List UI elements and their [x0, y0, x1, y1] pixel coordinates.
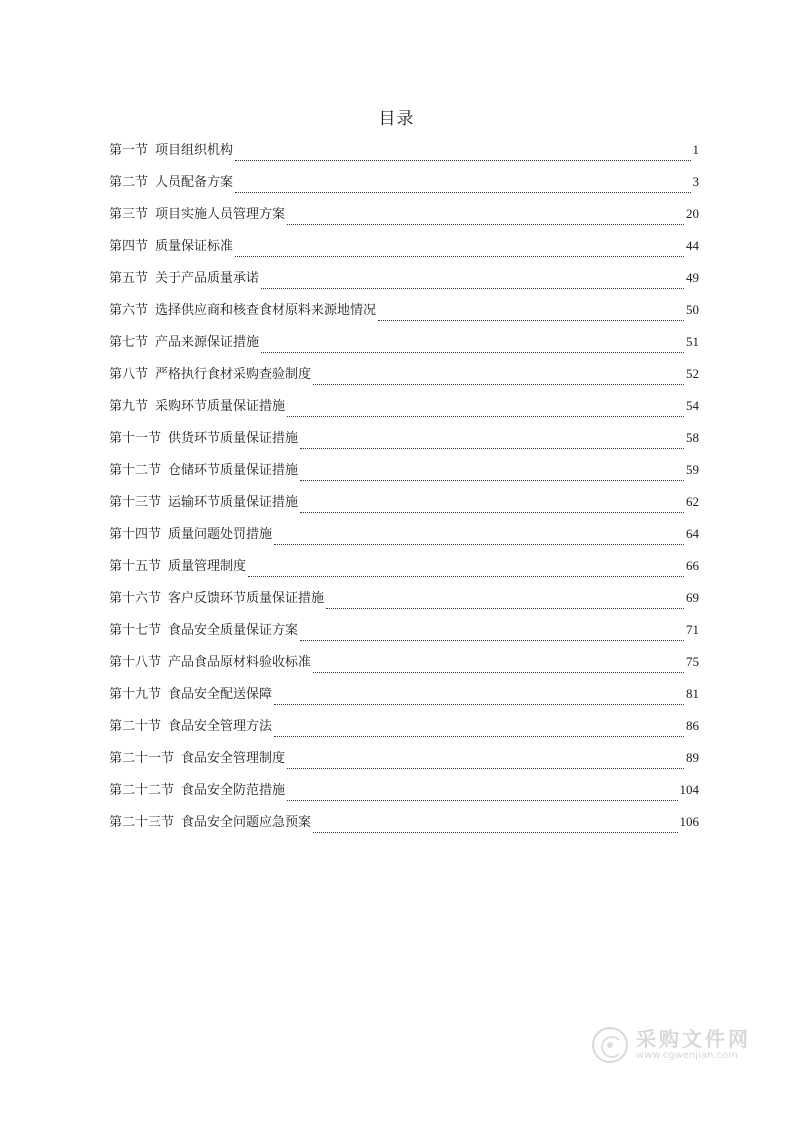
toc-entry-page-number: 71	[686, 622, 699, 637]
toc-entry-page-number: 3	[692, 174, 699, 189]
toc-dot-leader	[313, 831, 677, 833]
toc-entry-title: 食品安全管理制度	[181, 751, 286, 766]
toc-entry-number: 第九节	[109, 399, 149, 414]
toc-entry-page-number: 54	[686, 398, 699, 413]
toc-entry-page-number: 49	[686, 270, 699, 285]
toc-dot-leader	[235, 255, 684, 257]
toc-entry-title: 供货环节质量保证措施	[168, 431, 299, 446]
toc-dot-leader	[235, 159, 690, 161]
toc-entry-number: 第六节	[109, 303, 149, 318]
toc-entry-number: 第一节	[109, 143, 149, 158]
toc-entry[interactable]	[109, 715, 699, 747]
toc-entry-page-number: 81	[686, 686, 699, 701]
toc-entry-title: 食品安全管理方法	[168, 719, 273, 734]
toc-dot-leader	[274, 703, 684, 705]
toc-entry-page-number: 52	[686, 366, 699, 381]
toc-dot-leader	[287, 223, 684, 225]
toc-entry-page-number: 51	[686, 334, 699, 349]
toc-entry-title: 仓储环节质量保证措施	[168, 463, 299, 478]
toc-entry-number: 第七节	[109, 335, 149, 350]
toc-entry[interactable]	[109, 587, 699, 619]
toc-entry-number: 第二十节	[109, 719, 162, 734]
toc-entry[interactable]	[109, 203, 699, 235]
toc-title: 目录	[378, 109, 415, 129]
toc-entry-page-number: 89	[686, 750, 699, 765]
toc-entry[interactable]	[109, 747, 699, 779]
toc-entry-number: 第三节	[109, 207, 149, 222]
toc-entry[interactable]	[109, 811, 699, 843]
toc-entry-title: 项目实施人员管理方案	[155, 207, 286, 222]
toc-entry-title: 质量管理制度	[168, 559, 247, 574]
toc-entry-page-number: 104	[679, 782, 699, 797]
toc-entry[interactable]	[109, 331, 699, 363]
toc-entry-title: 食品安全问题应急预案	[181, 815, 312, 830]
toc-list	[109, 139, 699, 843]
toc-dot-leader	[261, 351, 684, 353]
toc-entry-number: 第十四节	[109, 527, 162, 542]
toc-entry[interactable]	[109, 395, 699, 427]
toc-entry-page-number: 50	[686, 302, 699, 317]
toc-entry-number: 第十三节	[109, 495, 162, 510]
toc-entry-number: 第十五节	[109, 559, 162, 574]
toc-entry[interactable]	[109, 427, 699, 459]
toc-entry-title: 关于产品质量承诺	[155, 271, 260, 286]
toc-entry-title: 选择供应商和核查食材原料来源地情况	[155, 303, 377, 318]
toc-dot-leader	[313, 671, 684, 673]
toc-entry-number: 第十七节	[109, 623, 162, 638]
toc-entry-number: 第十二节	[109, 463, 162, 478]
toc-entry[interactable]	[109, 171, 699, 203]
toc-entry-page-number: 86	[686, 718, 699, 733]
toc-dot-leader	[300, 447, 684, 449]
toc-entry-page-number: 1	[692, 142, 699, 157]
toc-dot-leader	[300, 511, 684, 513]
watermark	[592, 1027, 751, 1063]
toc-entry-title: 运输环节质量保证措施	[168, 495, 299, 510]
toc-entry-number: 第四节	[109, 239, 149, 254]
toc-entry[interactable]	[109, 139, 699, 171]
toc-dot-leader	[261, 287, 684, 289]
toc-entry-page-number: 69	[686, 590, 699, 605]
watermark-name: 采购文件网	[636, 1027, 751, 1051]
toc-entry-number: 第十一节	[109, 431, 162, 446]
toc-dot-leader	[378, 319, 684, 321]
toc-entry-title: 采购环节质量保证措施	[155, 399, 286, 414]
toc-entry-number: 第十八节	[109, 655, 162, 670]
toc-dot-leader	[287, 415, 684, 417]
toc-entry[interactable]	[109, 619, 699, 651]
toc-dot-leader	[313, 383, 684, 385]
toc-entry-title: 项目组织机构	[155, 143, 234, 158]
toc-entry-number: 第二十三节	[109, 815, 175, 830]
toc-entry-page-number: 44	[686, 238, 699, 253]
watermark-text	[636, 1028, 751, 1062]
toc-entry-page-number: 64	[686, 526, 699, 541]
toc-dot-leader	[300, 639, 684, 641]
toc-entry-page-number: 66	[686, 558, 699, 573]
toc-entry-title: 食品安全质量保证方案	[168, 623, 299, 638]
toc-dot-leader	[274, 543, 684, 545]
toc-entry-number: 第五节	[109, 271, 149, 286]
toc-entry-page-number: 62	[686, 494, 699, 509]
toc-dot-leader	[248, 575, 684, 577]
cgwenjian-logo-icon	[592, 1027, 628, 1063]
toc-entry-title: 食品安全配送保障	[168, 687, 273, 702]
toc-entry[interactable]	[109, 779, 699, 811]
toc-entry[interactable]	[109, 267, 699, 299]
toc-dot-leader	[274, 735, 684, 737]
toc-entry-page-number: 58	[686, 430, 699, 445]
toc-entry-number: 第十九节	[109, 687, 162, 702]
toc-entry[interactable]	[109, 491, 699, 523]
toc-entry-number: 第十六节	[109, 591, 162, 606]
toc-entry-title: 食品安全防范措施	[181, 783, 286, 798]
toc-entry[interactable]	[109, 235, 699, 267]
toc-entry-page-number: 106	[679, 814, 699, 829]
toc-entry-title: 产品食品原材料验收标准	[168, 655, 312, 670]
toc-entry-number: 第二十二节	[109, 783, 175, 798]
watermark-url: www.cgwenjian.com	[636, 1050, 738, 1061]
toc-entry[interactable]	[109, 459, 699, 491]
toc-entry[interactable]	[109, 363, 699, 395]
toc-entry-page-number: 75	[686, 654, 699, 669]
toc-entry-title: 质量保证标准	[155, 239, 234, 254]
toc-entry-title: 严格执行食材采购查验制度	[155, 367, 312, 382]
toc-entry-title: 人员配备方案	[155, 175, 234, 190]
toc-entry-number: 第二十一节	[109, 751, 175, 766]
toc-dot-leader	[326, 607, 684, 609]
toc-entry-number: 第八节	[109, 367, 149, 382]
toc-dot-leader	[235, 191, 690, 193]
toc-dot-leader	[287, 799, 677, 801]
toc-dot-leader	[300, 479, 684, 481]
toc-entry[interactable]	[109, 299, 699, 331]
toc-entry[interactable]	[109, 683, 699, 715]
toc-dot-leader	[287, 767, 684, 769]
toc-entry-title: 客户反馈环节质量保证措施	[168, 591, 325, 606]
toc-entry-title: 质量问题处罚措施	[168, 527, 273, 542]
toc-entry-title: 产品来源保证措施	[155, 335, 260, 350]
toc-entry-number: 第二节	[109, 175, 149, 190]
toc-entry-page-number: 20	[686, 206, 699, 221]
toc-entry-page-number: 59	[686, 462, 699, 477]
toc-entry[interactable]	[109, 555, 699, 587]
toc-entry[interactable]	[109, 651, 699, 683]
toc-entry[interactable]	[109, 523, 699, 555]
